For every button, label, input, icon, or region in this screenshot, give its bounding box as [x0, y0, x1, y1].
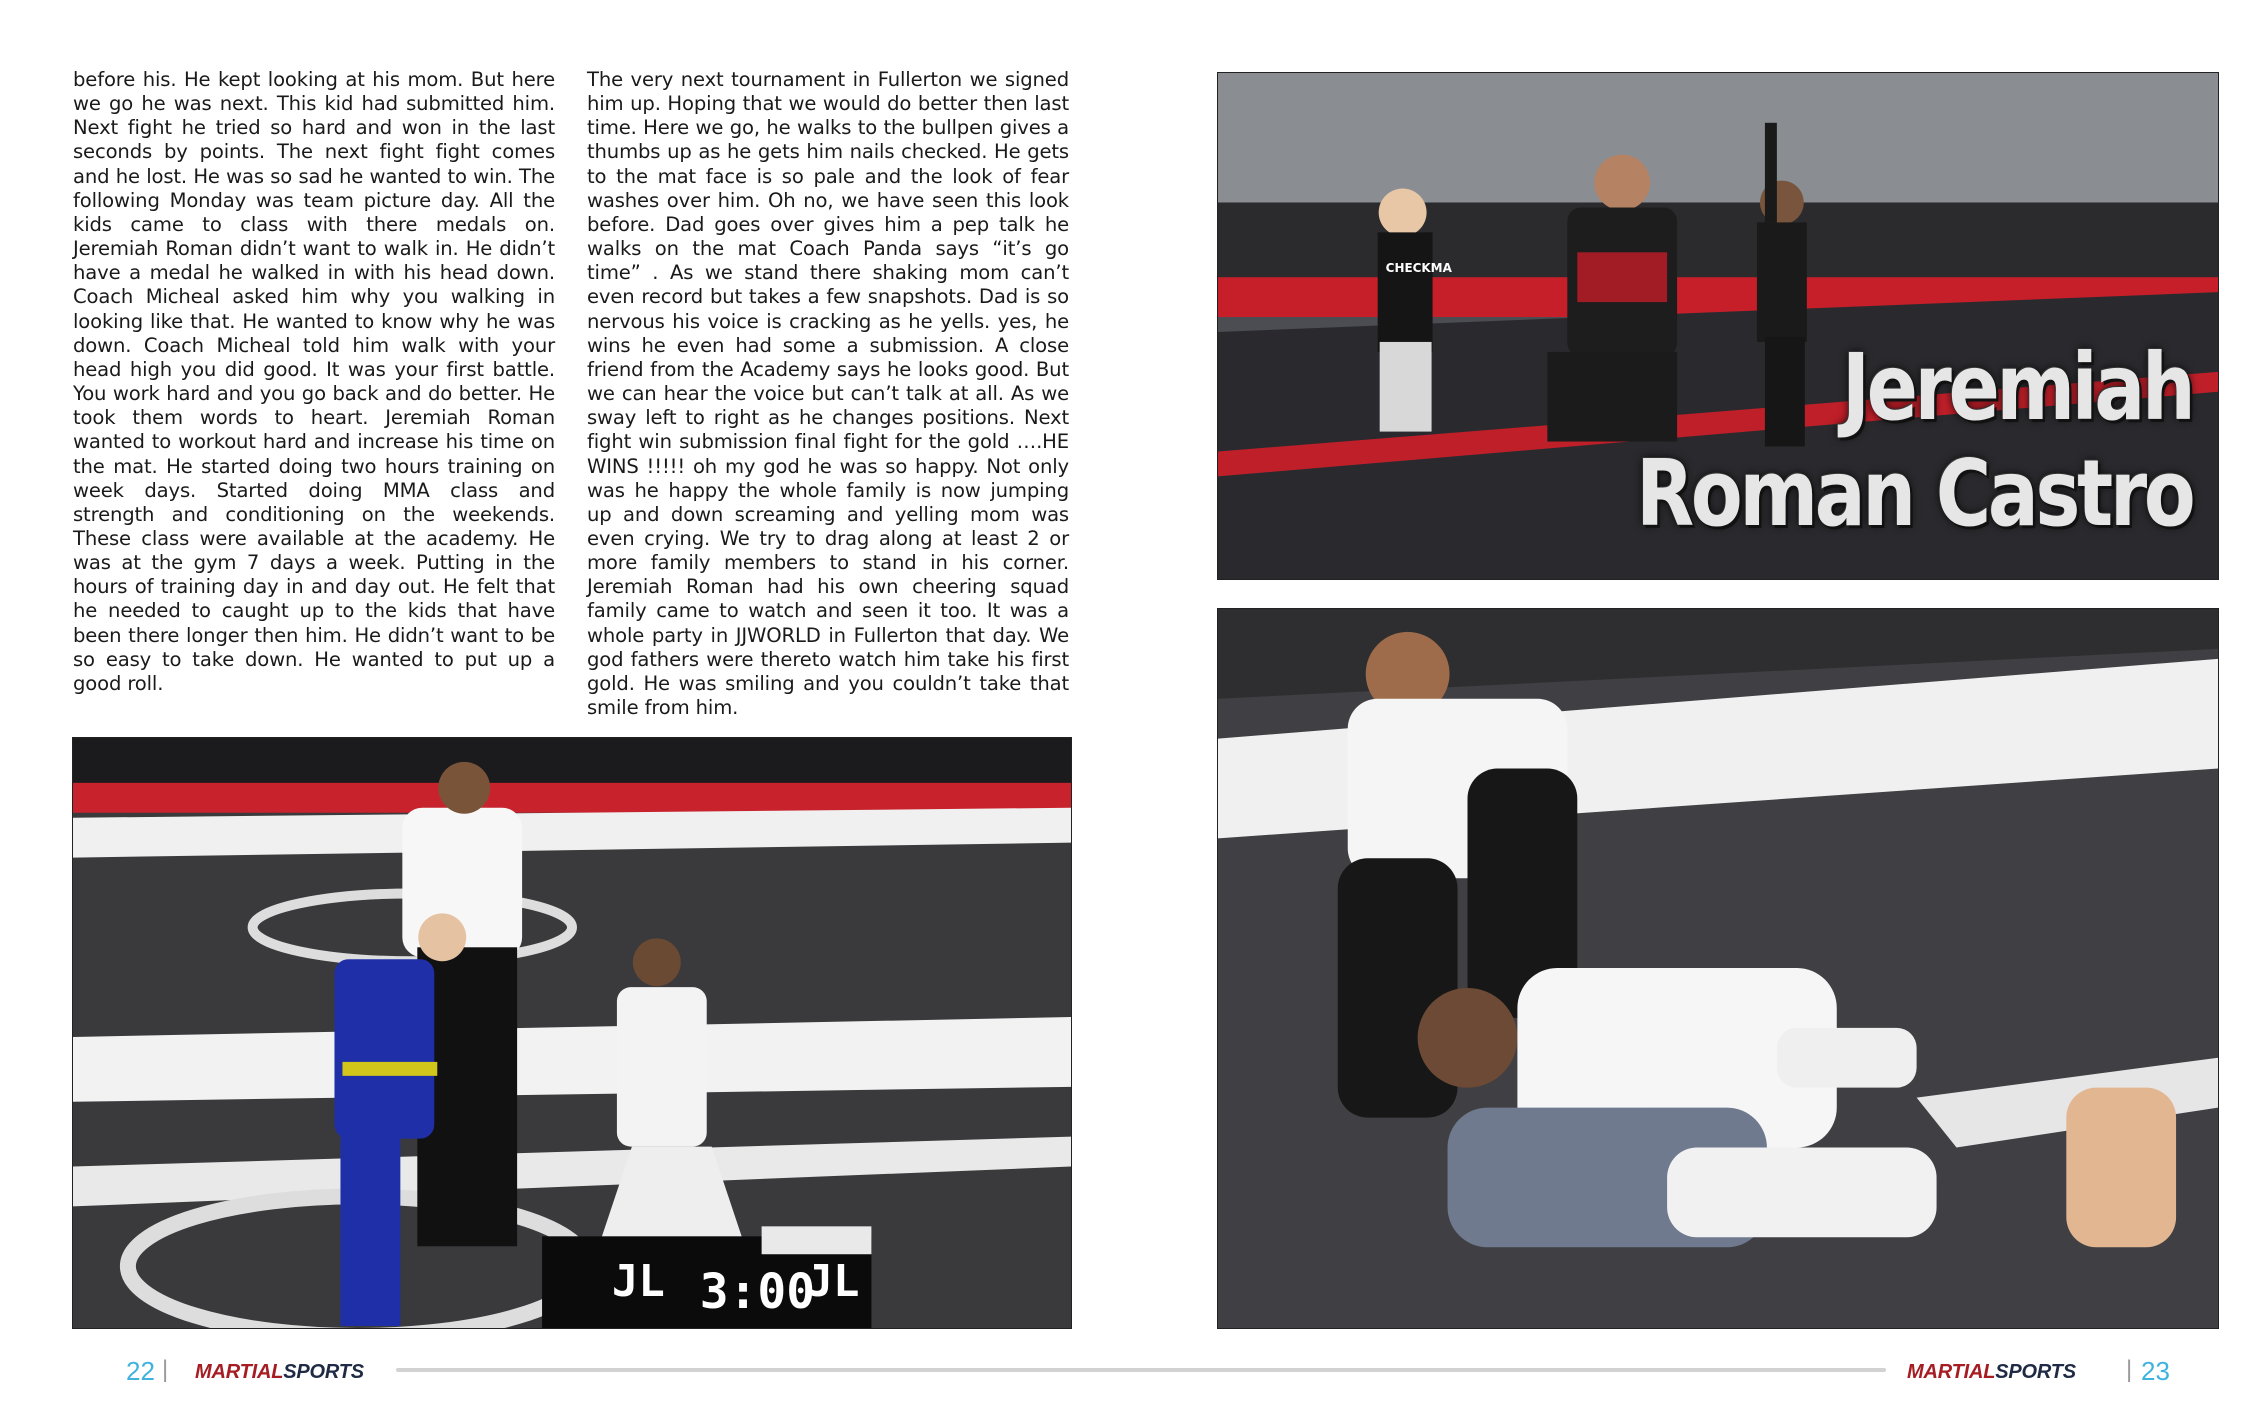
photo-grappling-match — [1217, 608, 2219, 1329]
article-column-left: before his. He kept looking at his mom. But here we go he was next. This kid had submitted him. Next fight he tried so hard and won in the last seconds by points. The next fight fight comes and he lost. He was so sad he wanted to win. The following Monday was team picture day. All the kids came to class with there medals on. Jeremiah Roman didn’t want to walk in. He didn’t have a medal he walked in with his head down. Coach Micheal asked him why you walking in looking like that. He wanted to know why he was down. Coach Micheal told him walk with your head high you did good. It was your first battle. You work hard and you go back and do better. He took them words to heart. Jeremiah Roman wanted to workout hard and increase his time on the mat. He started doing two hours training on week days. Started doing MMA class and strength and conditioning on the weekends. These class were available at the academy. He was at the gym 7 days a week. Putting in the hours of training day in and day out. He felt that he needed to caught up to the kids that have been there longer then him. He didn’t want to be so easy to take down. He wanted to put up a good roll. — [73, 68, 555, 695]
brand-sports: SPORTS — [283, 1361, 364, 1383]
footer-divider-line — [396, 1368, 1886, 1372]
page-number-left: 22 — [126, 1356, 155, 1386]
photo-winner-announcement — [1217, 72, 2219, 580]
scoreboard-left-text: JL — [611, 1256, 665, 1308]
footer-separator-left: | — [162, 1356, 169, 1383]
brand-martial: MARTIAL — [195, 1361, 284, 1383]
scoreboard-time: 3:00 — [699, 1265, 816, 1321]
brand-martial: MARTIAL — [1907, 1361, 1996, 1383]
photo-overlay-title — [1636, 335, 2192, 547]
overlay-line-1: Jeremiah — [1841, 334, 2192, 441]
overlay-line-2: Roman Castro — [1635, 440, 2192, 547]
article-column-right: The very next tournament in Fullerton we signed him up. Hoping that we would do better then last time. Here we go, he walks to the bullpen gives a thumbs up as he gets him nails checked. He gets to the mat face is so pale and the look of fear washes over him. Oh no, we have seen this look before. Dad goes over gives him a pep talk he walks on the mat Coach Panda says “it’s go time” . As we stand there shaking mom can’t even record but takes a few snapshots. Dad is so nervous his voice is cracking as he yells. yes, he wins he even had some a submission. A close friend from the Academy says he looks good. But we can hear the voice but can’t talk at all. As we sway left to right as he changes positions. Next fight win submission final fight for the gold ….HE WINS !!!!! oh my god he was so happy. Not only was he happy the whole family is now jumping up and down screaming and yelling mom was even crying. We try to drag along at least 2 or more family members to stand in his corner. Jeremiah Roman had his own cheering squad family came to watch and seen it too. It was a whole party in JJWORLD in Fullerton that day. We god fathers were thereto watch him take his first gold. He was smiling and you couldn’t take that smile from him. — [587, 68, 1069, 720]
shirt-text: CHECKMA — [1385, 261, 1452, 276]
footer-separator-right: | — [2126, 1356, 2133, 1383]
page-number-right: 23 — [2141, 1356, 2170, 1386]
scoreboard-right-text: JL — [806, 1256, 860, 1308]
photo-handshake — [72, 737, 1072, 1329]
brand-logo-left — [195, 1361, 364, 1384]
brand-sports: SPORTS — [1995, 1361, 2076, 1383]
brand-logo-right — [1907, 1361, 2076, 1384]
